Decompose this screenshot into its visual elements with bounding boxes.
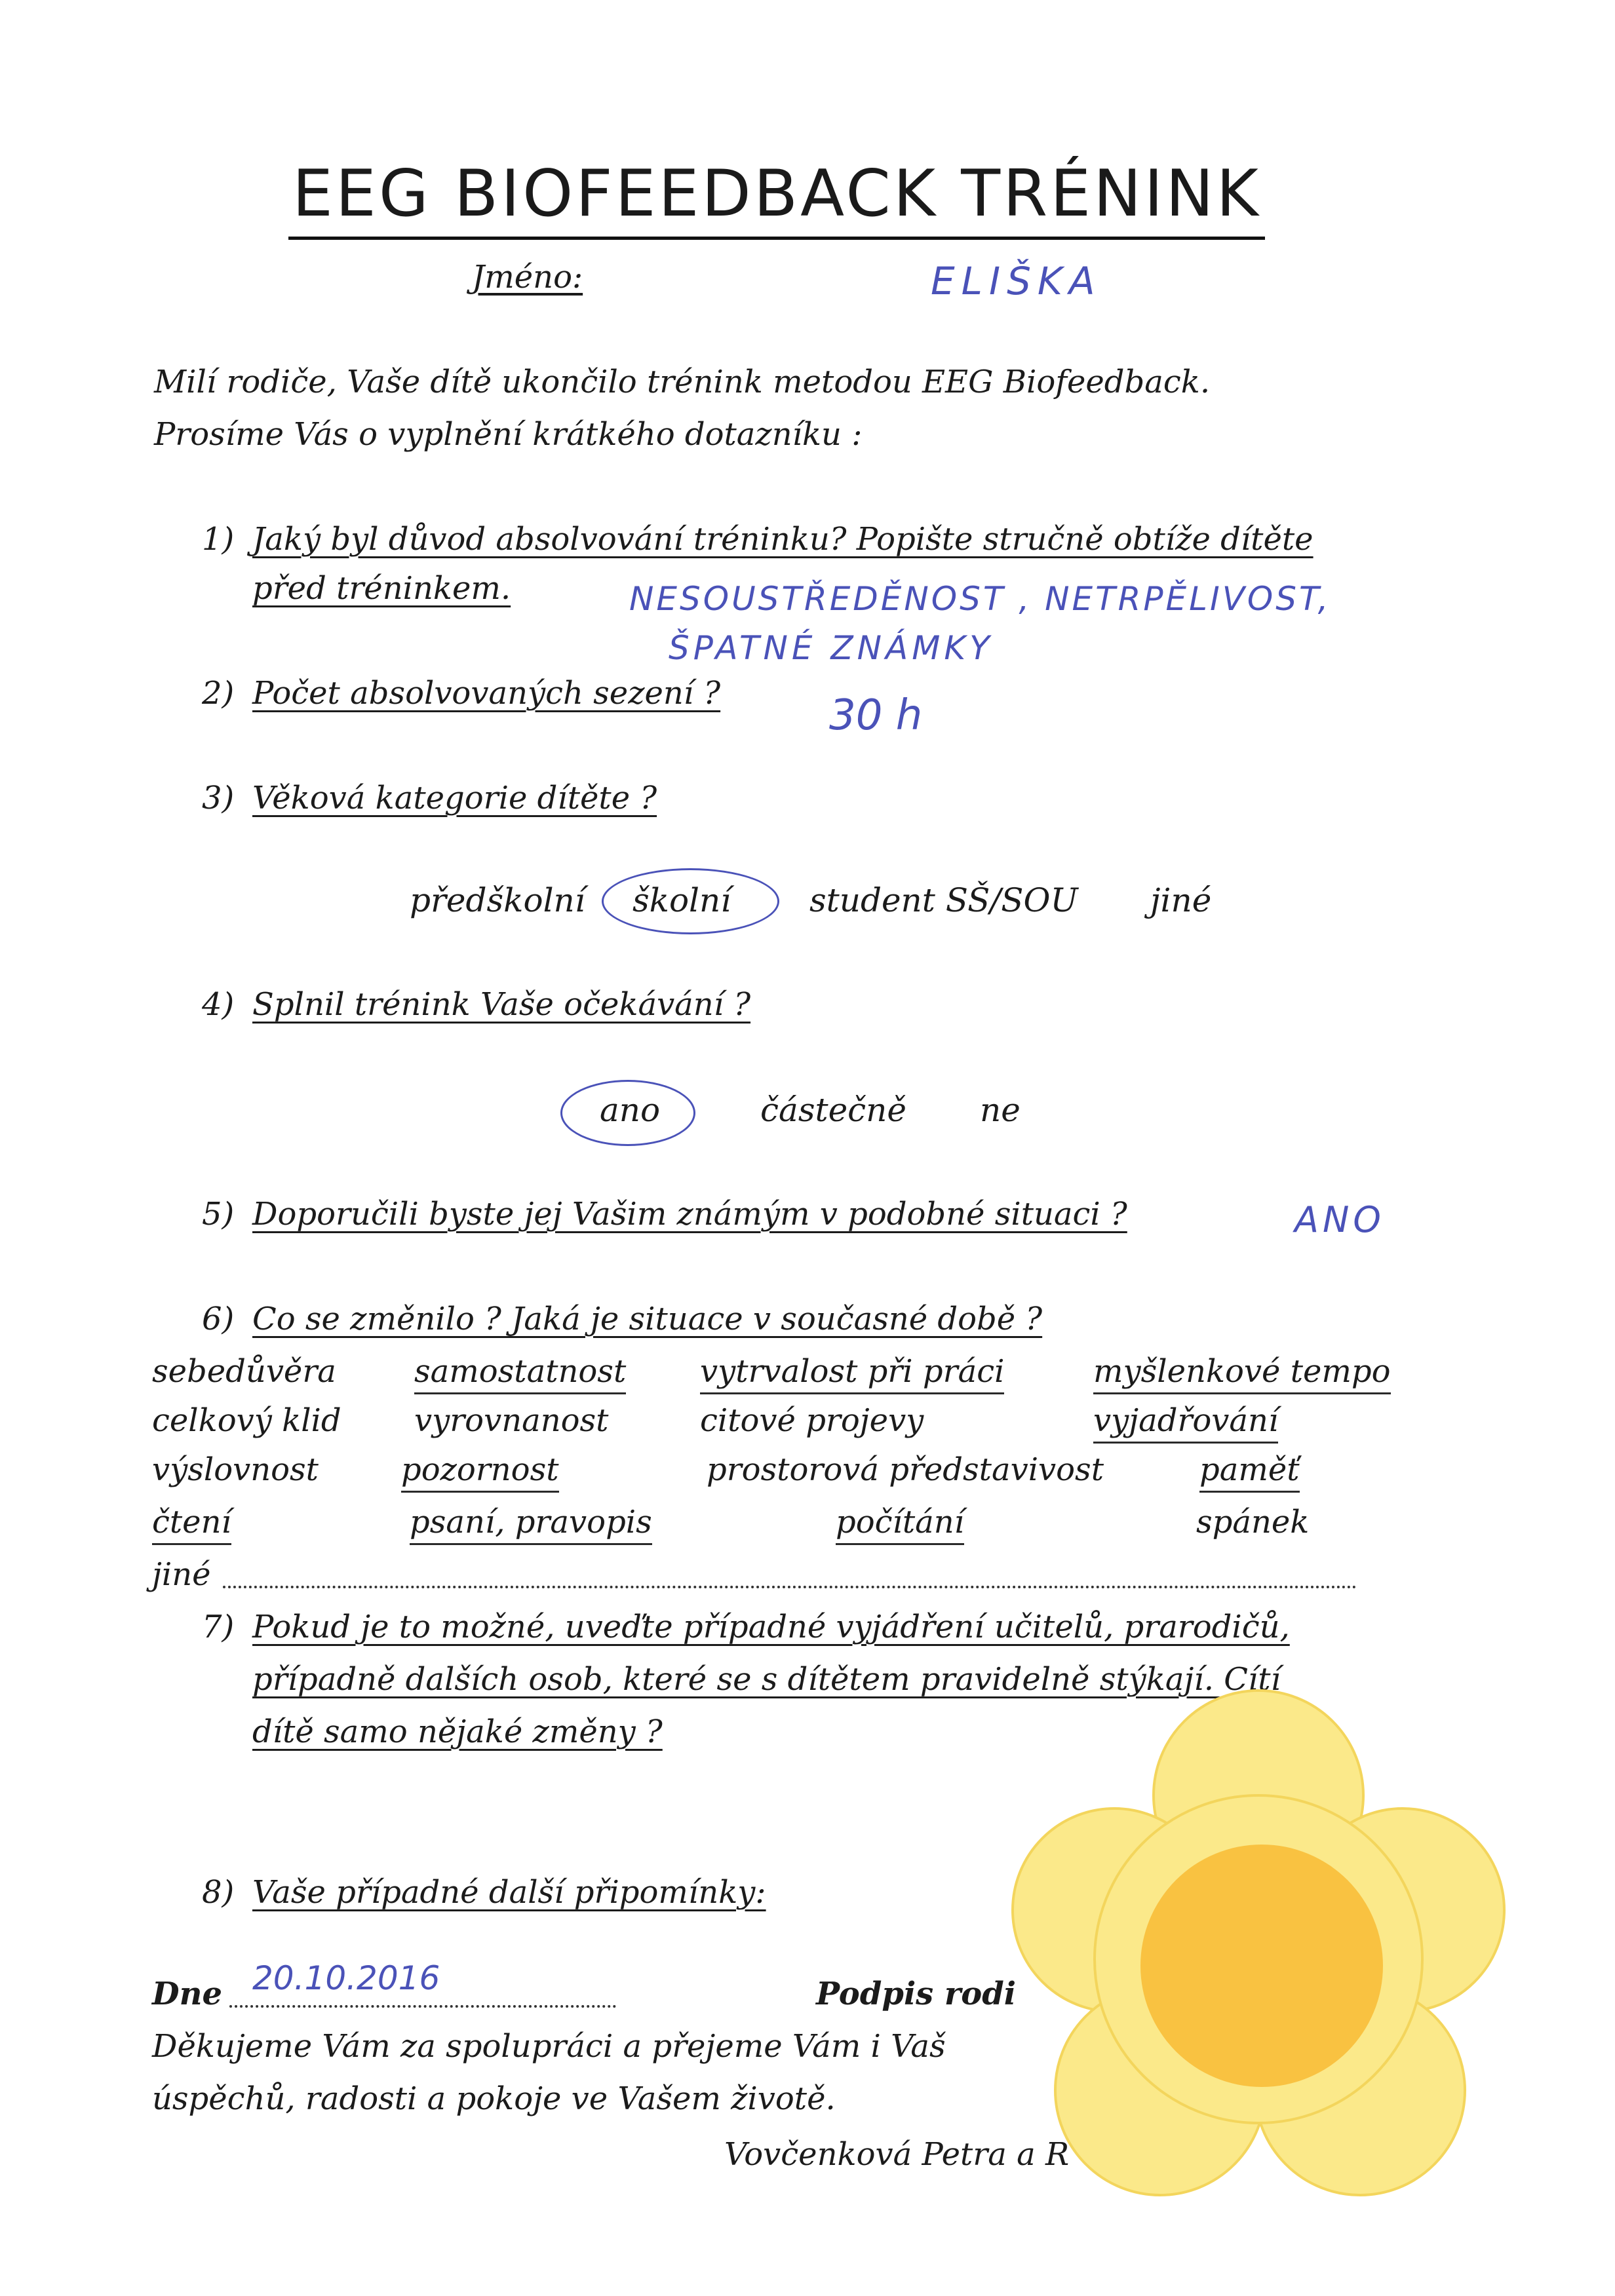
q8-number: 8) (202, 1874, 235, 1911)
date-value: 20.10.2016 (252, 1959, 440, 1997)
q6-item-attention: pozornost (401, 1451, 559, 1493)
q6-item-expression: vyjadřování (1093, 1402, 1278, 1444)
q6-item-independence: samostatnost (414, 1353, 626, 1394)
q6-item-balance: vyrovnanost (414, 1402, 609, 1439)
q3-option-student: student SŠ/SOU (809, 881, 1078, 919)
q6-other-label: jiné (152, 1556, 211, 1593)
q6-item-sleep: spánek (1196, 1504, 1310, 1540)
date-label: Dne (152, 1976, 223, 2012)
q1-answer-b: ŠPATNÉ ZNÁMKY (669, 629, 994, 667)
intro-line-2: Prosíme Vás o vyplnění krátkého dotazníku : (154, 416, 863, 453)
intro-line-1: Milí rodiče, Vaše dítě ukončilo trénink metodou EEG Biofeedback. (154, 364, 1211, 400)
q3-option-other: jiné (1150, 881, 1212, 919)
q6-other-dotted-line (223, 1586, 1357, 1588)
q1-answer-a: NESOUSTŘEDĚNOST , NETRPĚLIVOST, (629, 580, 1331, 618)
q6-item-counting: počítání (836, 1504, 964, 1545)
q6-item-emotions: citové projevy (700, 1402, 924, 1439)
flower-center (1140, 1845, 1383, 2087)
name-label: Jméno: (472, 259, 583, 296)
authors: Vovčenková Petra a R (724, 2136, 1070, 2173)
q3-number: 3) (202, 780, 235, 816)
q7-text-b: případně dalších osob, které se s dítětem pravidelně stýkají. Cítí (252, 1661, 1281, 1698)
q6-item-self-confidence: sebedůvěra (152, 1353, 336, 1390)
q5-text: Doporučili byste jej Vašim známým v podobné situaci ? (252, 1196, 1127, 1233)
q5-number: 5) (202, 1196, 235, 1233)
q7-number: 7) (202, 1609, 235, 1645)
q2-text: Počet absolvovaných sezení ? (252, 675, 721, 712)
q6-number: 6) (202, 1301, 235, 1337)
q4-number: 4) (202, 986, 235, 1023)
q6-item-thought-pace: myšlenkové tempo (1093, 1353, 1391, 1394)
q4-option-yes: ano (600, 1091, 661, 1129)
q7-text-a: Pokud je to možné, uveďte případné vyjádření učitelů, prarodičů, (252, 1609, 1290, 1645)
q1-number: 1) (202, 521, 235, 558)
thanks-line-2: úspěchů, radosti a pokoje ve Vašem životě. (152, 2080, 836, 2117)
q8-text: Vaše případné další připomínky: (252, 1874, 766, 1911)
q3-option-preschool: předškolní (410, 881, 585, 919)
q2-answer: 30 h (829, 691, 923, 740)
q1-text-a: Jaký byl důvod absolvování tréninku? Popište stručně obtíže dítěte (252, 521, 1313, 558)
q4-option-partly: částečně (760, 1091, 906, 1129)
page-title: EEG BIOFEEDBACK TRÉNINK (288, 157, 1265, 240)
q6-text: Co se změnilo ? Jaká je situace v současné době ? (252, 1301, 1043, 1337)
q3-option-school: školní (632, 881, 731, 919)
q3-text: Věková kategorie dítěte ? (252, 780, 657, 816)
q6-item-pronunciation: výslovnost (152, 1451, 319, 1488)
q5-answer: ANO (1294, 1199, 1385, 1240)
flower-sticker (1003, 1684, 1514, 2221)
q7-text-c: dítě samo nějaké změny ? (252, 1713, 663, 1750)
q6-item-memory: paměť (1199, 1451, 1300, 1493)
q2-number: 2) (202, 675, 235, 712)
q6-item-overall-calm: celkový klid (152, 1402, 341, 1439)
q6-item-reading: čtení (152, 1504, 231, 1545)
q4-option-no: ne (980, 1091, 1021, 1129)
q6-item-persistence: vytrvalost při práci (700, 1353, 1004, 1394)
signature-label: Podpis rodi (816, 1976, 1017, 2012)
q6-item-spatial-imagination: prostorová představivost (707, 1451, 1104, 1488)
q6-item-writing: psaní, pravopis (410, 1504, 652, 1545)
name-value: ELIŠKA (931, 259, 1102, 303)
thanks-line-1: Děkujeme Vám za spolupráci a přejeme Vám i Vaš (152, 2028, 946, 2065)
q4-text: Splnil trénink Vaše očekávání ? (252, 986, 751, 1023)
date-dotted-line (229, 2005, 616, 2008)
q1-text-b: před tréninkem. (252, 570, 511, 607)
